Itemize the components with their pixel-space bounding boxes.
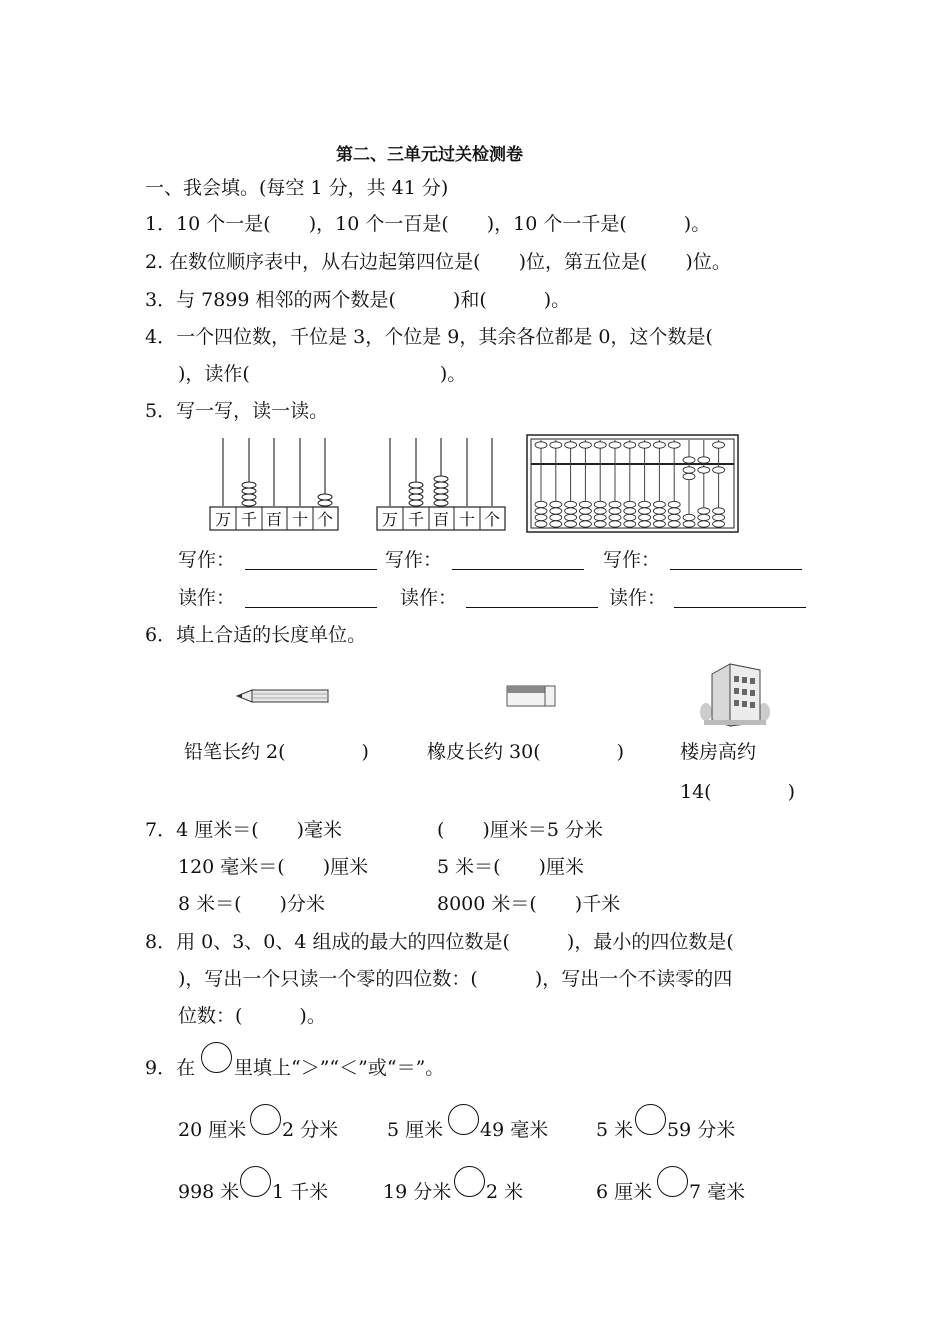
compare-5-right: 2 米 [486,1181,524,1203]
question-6: 6．填上合适的长度单位。 [145,624,367,646]
question-7-c2: 8000 米＝( )千米 [437,893,621,915]
question-9-suffix: 里填上“＞”“＜”或“＝”。 [234,1057,445,1079]
section-heading: 一、我会填。(每空 1 分，共 41 分) [145,177,449,199]
page-title: 第二、三单元过关检测卷 [336,145,523,165]
place-label-ge: 个 [316,510,334,529]
eraser-length-text: 橡皮长约 30( ) [427,741,625,763]
read-blank-1[interactable] [245,607,377,608]
place-label-qian: 千 [240,510,258,529]
compare-5-circle[interactable] [454,1166,485,1197]
building-icon [700,660,770,728]
compare-1-right: 2 分米 [282,1119,339,1141]
place-label-qian: 千 [407,510,425,529]
compare-2-right: 49 毫米 [480,1119,549,1141]
place-label-shi: 十 [291,510,309,529]
question-7-c1: 8 米＝( )分米 [178,893,325,915]
read-label-1: 读作： [178,587,236,609]
write-blank-2[interactable] [452,569,584,570]
place-label-wan: 万 [214,510,232,529]
compare-6-left: 6 厘米 [596,1181,653,1203]
pencil-length-text: 铅笔长约 2( ) [184,741,369,763]
question-1: 1．10 个一是( )，10 个一百是( )，10 个一千是( )。 [145,213,711,235]
pencil-icon [236,686,332,706]
question-8-line3: 位数：( )。 [178,1005,326,1027]
compare-3-right: 59 分米 [667,1119,736,1141]
question-2: 2. 在数位顺序表中，从右边起第四位是( )位，第五位是( )位。 [145,251,731,273]
compare-6-circle[interactable] [657,1166,688,1197]
write-label-2: 写作： [385,549,443,571]
compare-1-left: 20 厘米 [178,1119,247,1141]
abacus-figure-3 [526,434,740,534]
building-height-text: 楼房高约 [680,741,757,763]
compare-4-circle[interactable] [240,1166,271,1197]
place-label-wan: 万 [381,510,399,529]
compare-circle-icon [201,1042,232,1073]
read-label-3: 读作： [609,587,667,609]
eraser-icon [505,684,557,708]
compare-2-circle[interactable] [448,1104,479,1135]
place-label-shi: 十 [458,510,476,529]
write-label-1: 写作： [178,549,236,571]
question-7-b1: 120 毫米＝( )厘米 [178,856,369,878]
read-blank-3[interactable] [674,607,806,608]
question-7-b2: 5 米＝( )厘米 [437,856,584,878]
write-blank-1[interactable] [245,569,377,570]
question-4-line2: )，读作( )。 [178,363,467,385]
read-label-2: 读作： [400,587,458,609]
question-7-a1: 7．4 厘米＝( )毫米 [145,819,343,841]
compare-6-right: 7 毫米 [689,1181,746,1203]
abacus-figure-2 [375,436,510,532]
place-label-bai: 百 [265,510,283,529]
question-7-a2: ( )厘米＝5 分米 [437,819,603,841]
abacus-figure-1 [208,436,343,532]
question-3: 3．与 7899 相邻的两个数是( )和( )。 [145,289,571,311]
place-label-bai: 百 [432,510,450,529]
question-8-line1: 8．用 0、3、0、4 组成的最大的四位数是( )，最小的四位数是( [145,931,734,953]
compare-1-circle[interactable] [250,1104,281,1135]
compare-2-left: 5 厘米 [387,1119,444,1141]
question-4-line1: 4．一个四位数，千位是 3，个位是 9，其余各位都是 0，这个数是( [145,326,713,348]
place-label-ge: 个 [483,510,501,529]
question-5: 5．写一写，读一读。 [145,400,329,422]
write-blank-3[interactable] [670,569,802,570]
read-blank-2[interactable] [466,607,598,608]
building-height-text-2: 14( ) [680,781,796,803]
compare-3-circle[interactable] [635,1104,666,1135]
compare-4-left: 998 米 [178,1181,240,1203]
compare-4-right: 1 千米 [272,1181,329,1203]
question-9-prefix: 9．在 [145,1057,196,1079]
question-8-line2: )，写出一个只读一个零的四位数：( )，写出一个不读零的四 [178,968,733,990]
compare-5-left: 19 分米 [383,1181,452,1203]
write-label-3: 写作： [603,549,661,571]
compare-3-left: 5 米 [596,1119,634,1141]
